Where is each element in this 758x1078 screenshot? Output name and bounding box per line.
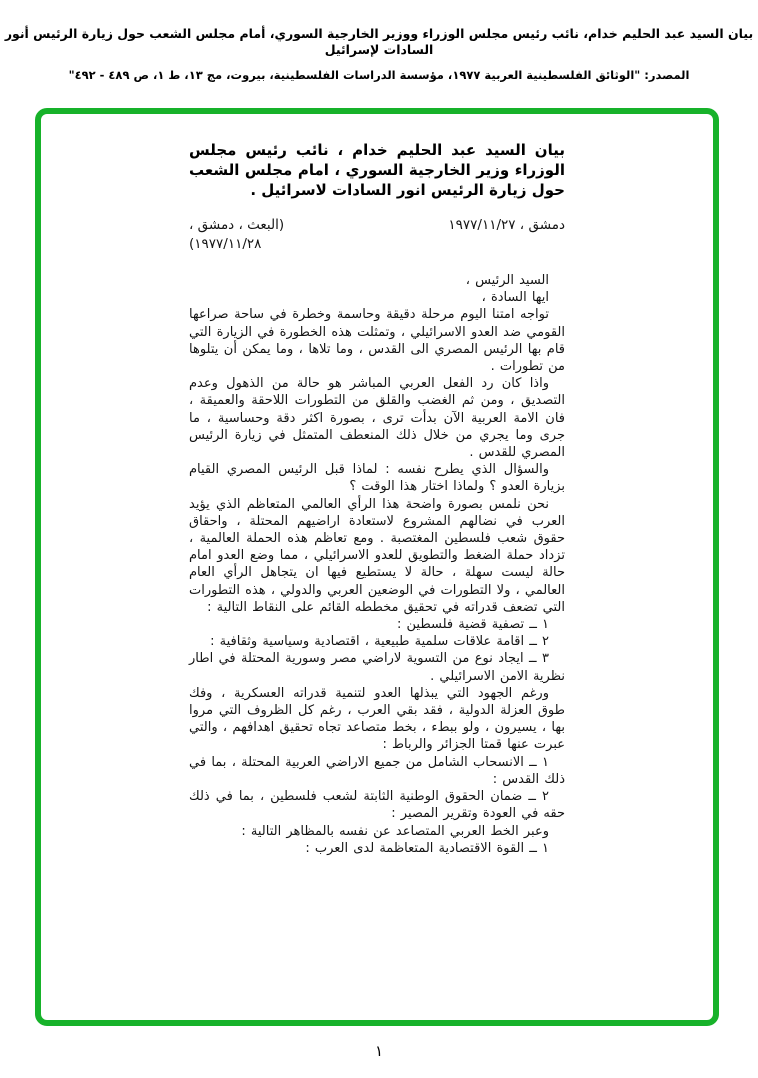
body-paragraph: ١ ــ تصفية قضية فلسطين : <box>397 617 549 633</box>
body-paragraph: نحن نلمس بصورة واضحة هذا الرأي العالمي المتعاظم الذي يؤيد العرب في نضالهم المشروع لاستعادة اراضيهم المحتلة ، واحقاق حقوق شعب فلسطين المغتصبة . ومع تعاظم هذه الحملة العالمية ، تزداد حملة الضغط والتطويق للعدو الاسرائيلي ، مما وضع العدو امام حالة ليست سهلة ، حالة لا يستطيع فيها ان يتجاهل الرأي العام العالمي ، ولا التطورات في الوضعين العربي والدولي ، هذه التطورات التي تضعف قدراته في تحقيق مخططه القائم على النقاط التالية : <box>189 496 565 615</box>
body-paragraph: ورغم الجهود التي يبذلها العدو لتنمية قدراته العسكرية ، وفك طوق العزلة الدولية ، فقد بقي العرب ، رغم كل الظروف التي مروا بها ، يسيرون ، ولو ببطء ، بخط متصاعد تجاه تحقيق اهدافهم ، والتي عبرت عنها قمتا الجزائر والرباط : <box>189 685 565 753</box>
body-paragraph: ايها السادة ، <box>481 290 549 306</box>
document-title: بيان السيد عبد الحليم خدام ، نائب رئيس مجلس الوزراء وزير الخارجية السوري ، امام مجلس الشعب حول زيارة الرئيس انور السادات لاسرائيل . <box>189 141 565 199</box>
body-paragraph: وعبر الخط العربي المتصاعد عن نفسه بالمظاهر التالية : <box>241 823 549 839</box>
body-paragraph: ٢ ــ ضمان الحقوق الوطنية الثابتة لشعب فلسطين ، بما في ذلك حقه في العودة وتقرير المصير : <box>189 789 565 822</box>
body-paragraph: والسؤال الذي يطرح نفسه : لماذا قبل الرئيس المصري القيام بزيارة العدو ؟ ولماذا اختار هذا الوقت ؟ <box>189 462 565 495</box>
body-paragraph: السيد الرئيس ، <box>465 273 549 288</box>
document-column <box>189 114 565 857</box>
body-paragraph: ٢ ــ اقامة علاقات سلمية طبيعية ، اقتصادية وسياسية وثقافية : <box>210 634 549 650</box>
header-title-line: بيان السيد عبد الحليم خدام، نائب رئيس مجلس الوزراء ووزير الخارجية السوري، أمام مجلس الشعب حول زيارة الرئيس أنور السادات لإسرائيل <box>4 26 754 57</box>
body-paragraph: تواجه امتنا اليوم مرحلة دقيقة وحاسمة وخطرة في ساحة صراعها القومي ضد العدو الاسرائيلي ، وتمثلت هذه الخطورة في الزيارة التي قام بها الرئيس المصري الى القدس ، وما تلاها ، وما يمكن أن يتلوها من تطورات . <box>189 307 565 375</box>
page-number: ١ <box>374 1042 384 1060</box>
dateline-place: دمشق ، ١٩٧٧/١١/٢٧ <box>448 217 565 233</box>
body-paragraph: واذا كان رد الفعل العربي المباشر هو حالة من الذهول وعدم التصديق ، ومن ثم الغضب والقلق من التطورات اللاحقة والعميقة ، فان الامة العربية الآن بدأت ترى ، بصورة اكثر دقة وحساسية ، ما جرى وما يجري من خلال ذلك المنعطف المتمثل في زيارة الرئيس المصري للقدس . <box>189 376 565 461</box>
body-paragraph: ١ ــ القوة الاقتصادية المتعاظمة لدى العرب : <box>305 840 549 856</box>
dateline <box>189 216 565 254</box>
body-paragraph: ٣ ــ ايجاد نوع من التسوية لاراضي مصر وسورية المحتلة في اطار نظرية الامن الاسرائيلي . <box>189 651 565 684</box>
document-body <box>189 272 565 857</box>
header <box>0 0 758 83</box>
body-paragraph: ١ ــ الانسحاب الشامل من جميع الاراضي العربية المحتلة ، بما في ذلك القدس : <box>189 754 565 787</box>
header-source-line: المصدر: "الوثائق الفلسطينية العربية ١٩٧٧، مؤسسة الدراسات الفلسطينية، بيروت، مج ١٣، ط ١، ص ٤٨٩ - ٤٩٢" <box>68 68 690 82</box>
green-frame <box>35 108 719 1026</box>
dateline-source: (البعث ، دمشق ، ١٩٧٧/١١/٢٨) <box>189 217 285 252</box>
